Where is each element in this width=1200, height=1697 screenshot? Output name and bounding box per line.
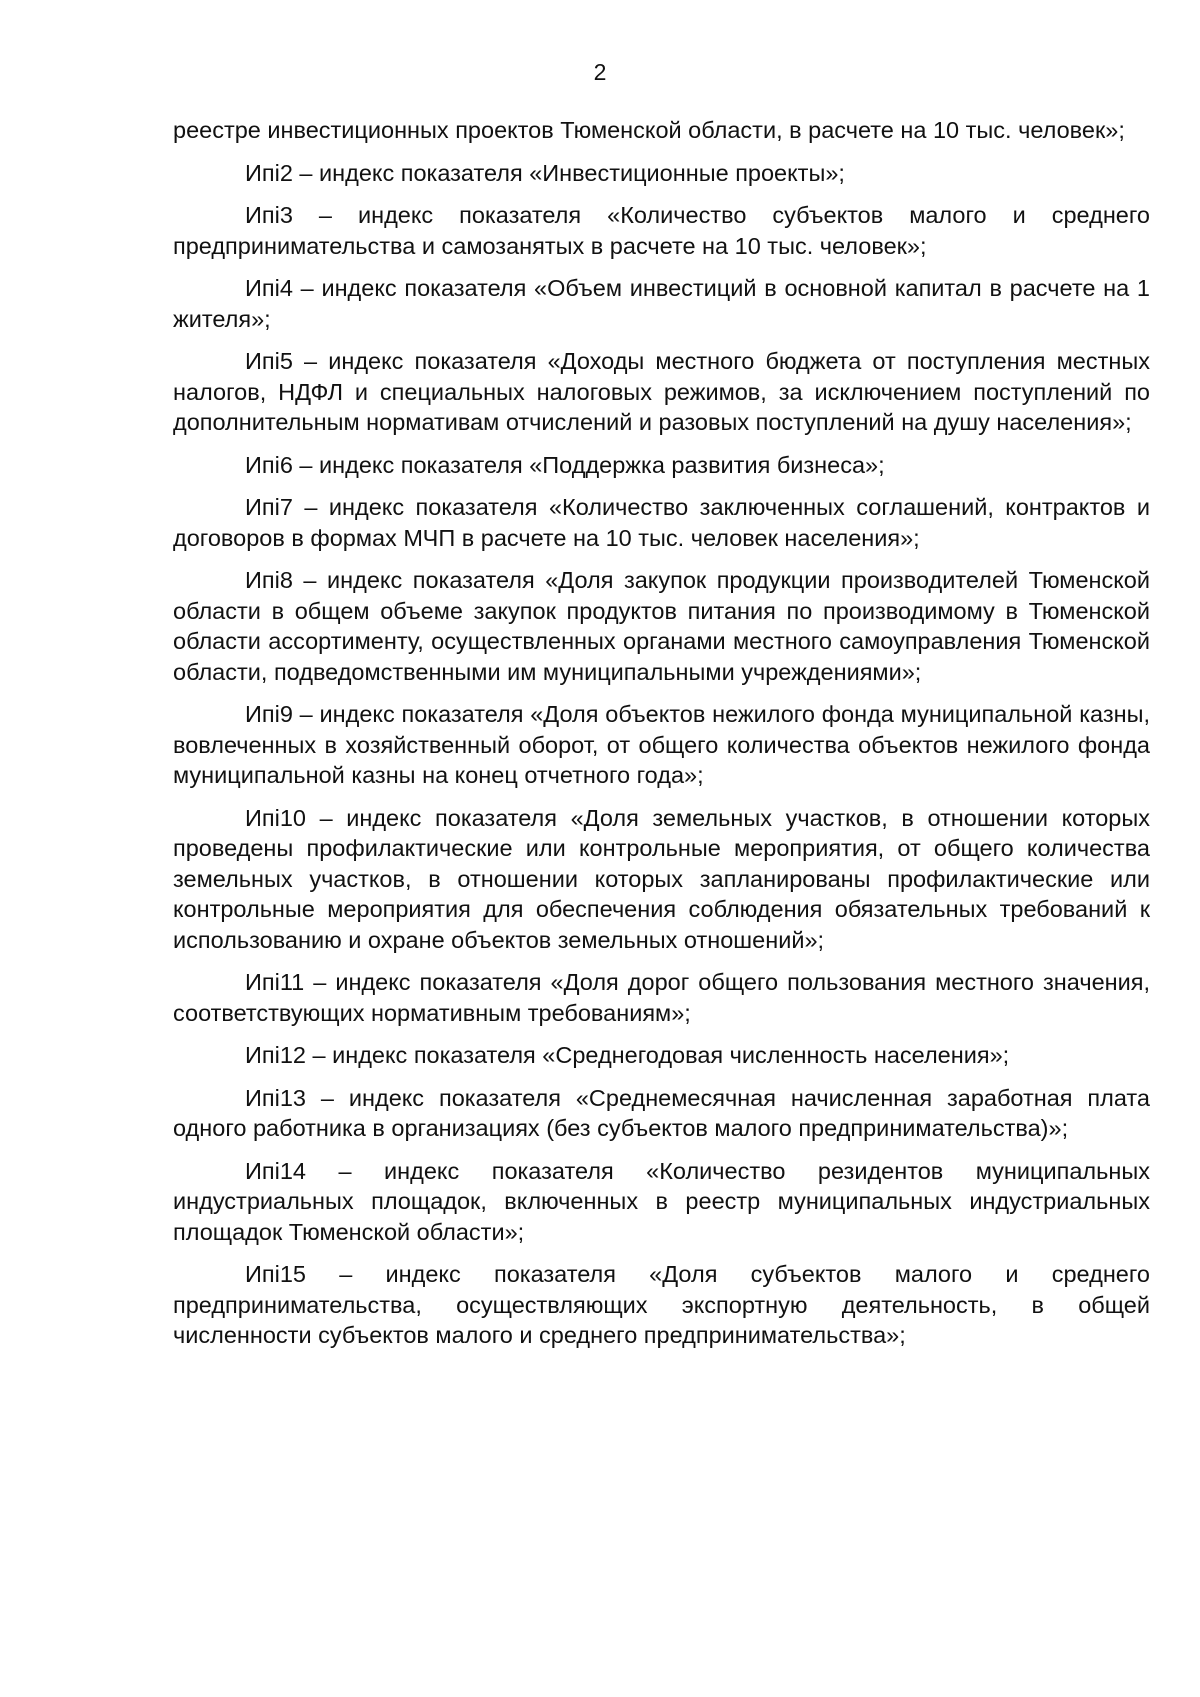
paragraph-continuation: реестре инвестиционных проектов Тюменской области, в расчете на 10 тыс. человек»; — [173, 117, 1125, 143]
paragraph-index-6: Ипi6 – индекс показателя «Поддержка развития бизнеса»; — [245, 451, 885, 478]
paragraph-index-4: Ипi4 – индекс показателя «Объем инвестиций в основной капитал в расчете на 1 жителя»; — [173, 275, 1150, 332]
paragraph-index-7: Ипi7 – индекс показателя «Количество заключенных соглашений, контрактов и договоров в формах МЧП в расчете на 10 тыс. человек населения»; — [173, 494, 1150, 551]
document-body — [173, 115, 1150, 1363]
paragraph-index-15: Ипi15 – индекс показателя «Доля субъектов малого и среднего предпринимательства, осуществляющих экспортную деятельность, в общей численности субъектов малого и среднего предпринимательства»; — [173, 1261, 1150, 1348]
paragraph-index-13: Ипi13 – индекс показателя «Среднемесячная начисленная заработная плата одного работника в организациях (без субъектов малого предпринимательства)»; — [173, 1084, 1150, 1141]
paragraph-index-2: Ипi2 – индекс показателя «Инвестиционные проекты»; — [245, 159, 845, 186]
paragraph-index-8: Ипi8 – индекс показателя «Доля закупок продукции производителей Тюменской области в общем объеме закупок продуктов питания по производимому в Тюменской области ассортименту, осуществленных органами местного самоуправления Тюменской области, подведомственными им муниципальными учреждениями»; — [173, 567, 1150, 685]
paragraph-index-11: Ипi11 – индекс показателя «Доля дорог общего пользования местного значения, соответствующих нормативным требованиям»; — [173, 969, 1150, 1026]
paragraph-index-14: Ипi14 – индекс показателя «Количество резидентов муниципальных индустриальных площадок, включенных в реестр муниципальных индустриальных площадок Тюменской области»; — [173, 1157, 1150, 1245]
paragraph-index-9: Ипi9 – индекс показателя «Доля объектов нежилого фонда муниципальной казны, вовлеченных в хозяйственный оборот, от общего количества объектов нежилого фонда муниципальной казны на конец отчетного года»; — [173, 701, 1150, 788]
paragraph-index-3: Ипi3 – индекс показателя «Количество субъектов малого и среднего предпринимательства и самозанятых в расчете на 10 тыс. человек»; — [173, 202, 1150, 259]
paragraph-index-5: Ипi5 – индекс показателя «Доходы местного бюджета от поступления местных налогов, НДФЛ и специальных налоговых режимов, за исключением поступлений по дополнительным нормативам отчислений и разовых поступлений на душу населения»; — [173, 348, 1150, 435]
page-number: 2 — [593, 59, 607, 85]
paragraph-index-12: Ипi12 – индекс показателя «Среднегодовая численность населения»; — [245, 1042, 1010, 1068]
paragraph-index-10: Ипi10 – индекс показателя «Доля земельных участков, в отношении которых проведены профилактические или контрольные мероприятия, от общего количества земельных участков, в отношении которых запланированы профилактические или контрольные мероприятия для обеспечения соблюдения обязательных требований к использованию и охране объектов земельных отношений»; — [173, 804, 1150, 953]
